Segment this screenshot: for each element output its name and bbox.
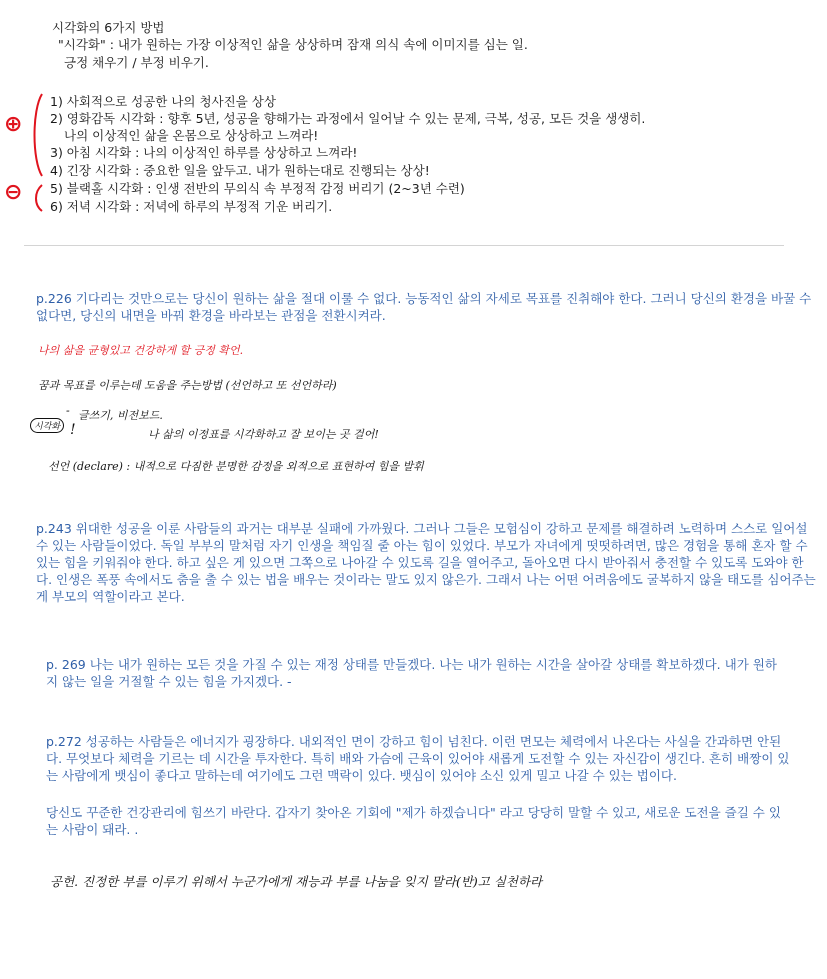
list-item: 3) 아침 시각화 : 나의 이상적인 하루를 상상하고 느껴라! [50, 145, 358, 160]
exclamation-mark: ! [70, 422, 76, 438]
list-item: 6) 저녁 시각화 : 저녁에 하루의 부정적 기운 버리기. [50, 199, 333, 214]
quote-p269: p. 269 나는 내가 원하는 모든 것을 가질 수 있는 재정 상태를 만들겠다. 나는 내가 원하는 시간을 살아갈 상태를 확보하겠다. 내가 원하지 않는 일을 거절할 수 있는 힘을 가지겠다. - [46, 657, 777, 689]
list-item: 1) 사회적으로 성공한 나의 청사진을 상상 [50, 94, 276, 109]
handwritten-note-red: 나의 삶을 균형있고 건강하게 할 긍정 확언. [38, 344, 244, 357]
fill-empty-text: 긍정 채우기 / 부정 비우기. [64, 55, 209, 70]
divider [24, 245, 784, 246]
bracket-icon [28, 90, 48, 215]
dash-mark: - [66, 404, 70, 417]
plus-circle-icon: ⊕ [4, 112, 23, 137]
section-heading: 시각화의 6가지 방법 [52, 20, 165, 35]
list-item: 2) 영화감독 시각화 : 향후 5년, 성공을 향해가는 과정에서 일어날 수 있는 문제, 극복, 성공, 모든 것을 생생히. [50, 111, 646, 126]
minus-circle-icon: ⊖ [4, 180, 23, 205]
quote-p272: p.272 성공하는 사람들은 에너지가 굉장하다. 내외적인 면이 강하고 힘이 넘친다. 이런 면모는 체력에서 나온다는 사실을 간과하면 안된다. 무엇보다 체력을 기르는 데 시간을 투자한다. 특히 배와 가슴에 근육이 있어야 새롭게 도전할 수 있는 자신감이 생긴다. 흔히 배짱이 있는 사람에게 뱃심이 좋다고 말하는데 여기에도 그런 맥락이 있다. 뱃심이 있어야 소신 있게 밀고 나갈 수 있는 법이다. [46, 734, 790, 783]
handwritten-contribution: 공헌. 진정한 부를 이루기 위해서 누군가에게 재능과 부를 나눔을 잊지 말라(반)고 실천하라 [50, 874, 543, 889]
handwritten-note: 나 삶의 이정표를 시각화하고 잘 보이는 곳 걸어! [148, 428, 379, 441]
handwritten-note: 글쓰기, 비전보드. [78, 409, 163, 422]
list-item: 5) 블랙홀 시각화 : 인생 전반의 무의식 속 부정적 감정 버리기 (2~3년 수련) [50, 181, 465, 196]
quote-p272-continued: 당신도 꾸준한 건강관리에 힘쓰기 바란다. 갑자기 찾아온 기회에 "제가 하겠습니다" 라고 당당히 말할 수 있고, 새로운 도전을 즐길 수 있는 사람이 돼라. . [46, 805, 781, 837]
handwritten-note: 선언 (declare) : 내적으로 다짐한 분명한 감정을 외적으로 표현하여 힘을 발휘 [48, 460, 424, 473]
handwritten-note: 꿈과 목표를 이루는데 도움을 주는방법 (선언하고 또 선언하라) [38, 379, 337, 392]
list-item: 4) 긴장 시각화 : 중요한 일을 앞두고. 내가 원하는대로 진행되는 상상! [50, 163, 430, 178]
visualization-definition: "시각화" : 내가 원하는 가장 이상적인 삶을 상상하며 잠재 의식 속에 이미지를 심는 일. [58, 37, 528, 52]
circled-note: 시각화 [30, 418, 64, 433]
list-item: 나의 이상적인 삶을 온몸으로 상상하고 느껴라! [64, 128, 319, 143]
quote-p243: p.243 위대한 성공을 이룬 사람들의 과거는 대부분 실패에 가까웠다. 그러나 그들은 모험심이 강하고 문제를 해결하려 노력하며 스스로 일어설 수 있는 사람들이었다. 독일 부부의 말처럼 자기 인생을 책임질 줄 아는 힘이 있었다. 부모가 자녀에게 떳떳하려면, 많은 경험을 통해 혼자 할 수 있는 힘을 키워줘야 한다. 하고 싶은 게 있으면 그쪽으로 나아갈 수 있도록 길을 열어주고, 돌아오면 다시 받아줘서 충전할 수 있도록 도와야 한다. 인생은 폭풍 속에서도 춤을 출 수 있는 법을 배우는 것이라는 말도 있지 않은가. 그래서 나는 어떤 어려움에도 굴복하지 않을 태도를 심어주는 게 부모의 역할이라고 본다. [36, 521, 816, 604]
quote-p226: p.226 기다리는 것만으로는 당신이 원하는 삶을 절대 이룰 수 없다. 능동적인 삶의 자세로 목표를 진취해야 한다. 그러니 당신의 환경을 바꿀 수 없다면, 당신의 내면을 바꿔 환경을 바라보는 관점을 전환시켜라. [36, 291, 812, 323]
